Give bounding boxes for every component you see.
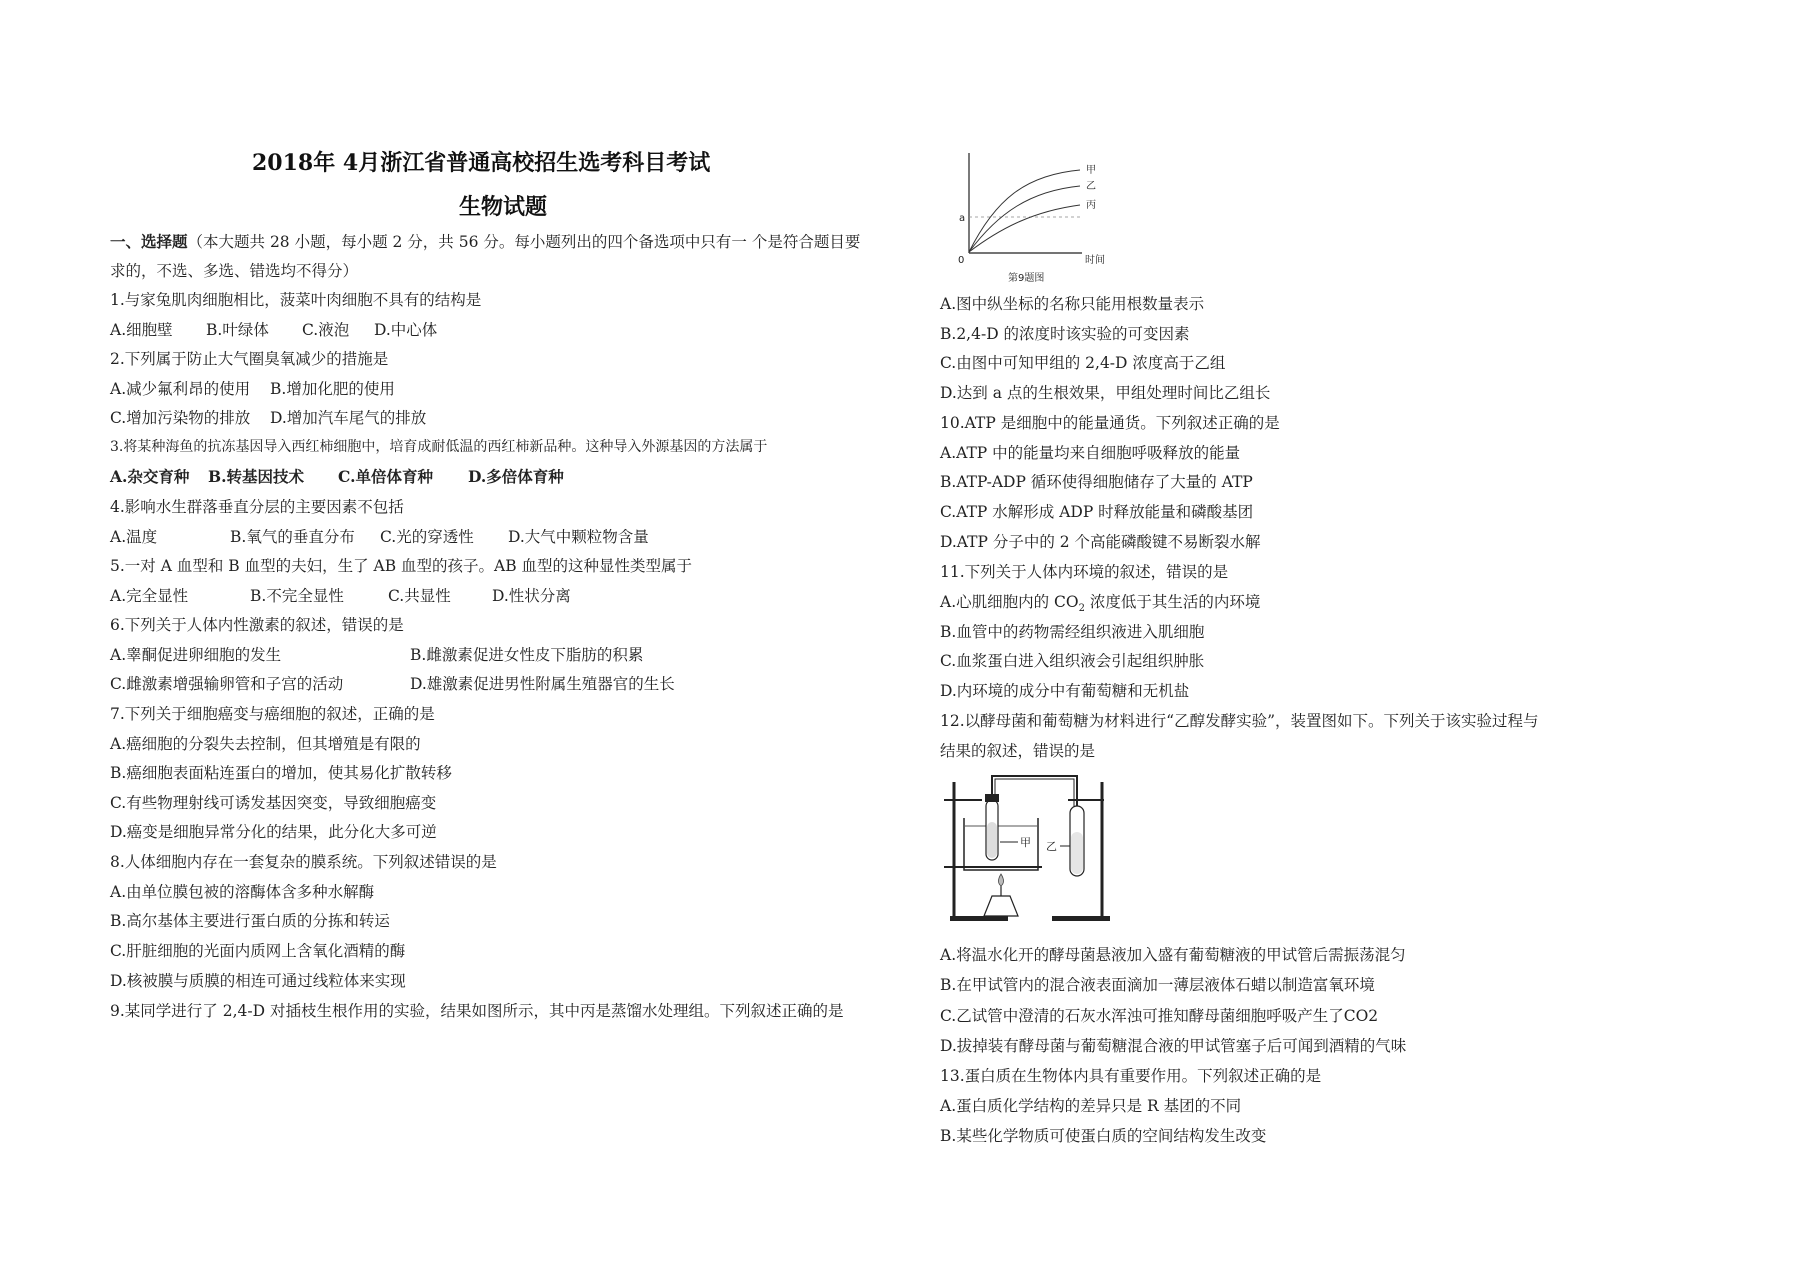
question-3-stem: 3.将某种海鱼的抗冻基因导入西红柿细胞中，培育成耐低温的西红柿新品种。这种导入外源基因的方法属于 xyxy=(110,439,768,455)
question-9-option-a: A.图中纵坐标的名称只能用根数量表示 xyxy=(940,295,1205,313)
option-a: A.细胞壁 xyxy=(110,321,173,339)
question-11-option-d: D.内环境的成分中有葡萄糖和无机盐 xyxy=(940,682,1190,700)
option-c: C.液泡 xyxy=(302,321,350,339)
question-5-options xyxy=(110,586,571,606)
option-c: C.共显性 xyxy=(388,587,451,605)
option-c: C.雌激素增强输卵管和子宫的活动 xyxy=(110,675,344,693)
right-column xyxy=(920,0,1819,1286)
tube-jia-liquid xyxy=(987,822,997,858)
question-8-option-a: A.由单位膜包被的溶酶体含多种水解酶 xyxy=(110,883,375,901)
option-d: D.大气中颗粒物含量 xyxy=(508,528,649,546)
question-12-stem-continued: 结果的叙述，错误的是 xyxy=(940,742,1096,760)
label-yi: 乙 xyxy=(1046,840,1057,853)
question-7-option-c: C.有些物理射线可诱发基因突变，导致细胞癌变 xyxy=(110,794,437,812)
question-11-stem: 11.下列关于人体内环境的叙述，错误的是 xyxy=(940,563,1229,581)
option-b: B.雌激素促进女性皮下脂肪的积累 xyxy=(410,646,644,664)
question-10-option-c: C.ATP 水解形成 ADP 时释放能量和磷酸基团 xyxy=(940,503,1254,521)
origin-label: 0 xyxy=(958,255,965,266)
option-c: C.增加污染物的排放 xyxy=(110,409,251,427)
option-b: B.转基因技术 xyxy=(208,467,304,486)
question-10-option-a: A.ATP 中的能量均来自细胞呼吸释放的能量 xyxy=(940,444,1241,462)
question-7-option-d: D.癌变是细胞异常分化的结果，此分化大多可逆 xyxy=(110,823,437,841)
question-1-options xyxy=(110,320,437,340)
option-d: D.多倍体育种 xyxy=(468,467,564,486)
option-a: A.完全显性 xyxy=(110,587,189,605)
question-8-option-d: D.核被膜与质膜的相连可通过线粒体来实现 xyxy=(110,972,406,990)
question-5-stem: 5.一对 A 血型和 B 血型的夫妇，生了 AB 血型的孩子。AB 血型的这种显性类型属于 xyxy=(110,557,693,575)
option-a: A.减少氟利昂的使用 xyxy=(110,380,251,398)
question-7-option-a: A.癌细胞的分裂失去控制，但其增殖是有限的 xyxy=(110,735,421,753)
option-d: D.雄激素促进男性附属生殖器官的生长 xyxy=(410,675,675,693)
question-12-option-d: D.拔掉装有酵母菌与葡萄糖混合液的甲试管塞子后可闻到酒精的气味 xyxy=(940,1037,1407,1055)
option-d: D.性状分离 xyxy=(492,587,571,605)
section-label: 一、选择题 xyxy=(110,232,188,251)
option-a-subscript: 2 xyxy=(1078,603,1085,615)
question-9-option-c: C.由图中可知甲组的 2,4-D 浓度高于乙组 xyxy=(940,354,1226,372)
question-6-options-row1 xyxy=(110,645,643,665)
option-b: B.增加化肥的使用 xyxy=(270,380,395,398)
option-b: B.叶绿体 xyxy=(206,321,269,339)
question-6-options-row2 xyxy=(110,674,675,694)
question-3-options xyxy=(110,467,564,487)
question-12-option-b: B.在甲试管内的混合液表面滴加一薄层液体石蜡以制造富氧环境 xyxy=(940,976,1375,994)
question-4-options xyxy=(110,527,649,547)
section-note: （本大题共 28 小题，每小题 2 分，共 56 分。每小题列出的四个备选项中只有一 个是符合题目要 xyxy=(187,233,861,251)
option-b: B.不完全显性 xyxy=(250,587,344,605)
question-4-stem: 4.影响水生群落垂直分层的主要因素不包括 xyxy=(110,498,404,516)
question-11-option-b: B.血管中的药物需经组织液进入肌细胞 xyxy=(940,623,1205,641)
tube-yi-liquid xyxy=(1071,832,1083,874)
question-8-option-c: C.肝脏细胞的光面内质网上含氧化酒精的酶 xyxy=(110,942,406,960)
y-mark-label: a xyxy=(959,213,966,224)
question-7-option-b: B.癌细胞表面粘连蛋白的增加，使其易化扩散转移 xyxy=(110,764,452,782)
question-8-option-b: B.高尔基体主要进行蛋白质的分拣和转运 xyxy=(110,912,390,930)
question-2-options-row2 xyxy=(110,408,426,428)
option-a-post: 浓度低于其生活的内环境 xyxy=(1085,593,1261,611)
question-12-option-c: C.乙试管中澄清的石灰水浑浊可推知酵母菌细胞呼吸产生了CO2 xyxy=(940,1007,1379,1025)
section-header xyxy=(110,232,860,252)
question-12-option-a: A.将温水化开的酵母菌悬液加入盛有葡萄糖液的甲试管后需振荡混匀 xyxy=(940,946,1406,964)
question-10-option-d: D.ATP 分子中的 2 个高能磷酸键不易断裂水解 xyxy=(940,533,1261,551)
option-d: D.中心体 xyxy=(374,321,438,339)
alcohol-burner xyxy=(984,896,1018,916)
question-10-option-b: B.ATP-ADP 循环使得细胞储存了大量的 ATP xyxy=(940,473,1253,491)
question-11-option-c: C.血浆蛋白进入组织液会引起组织肿胀 xyxy=(940,652,1205,670)
curve-bing xyxy=(969,205,1080,252)
option-c: C.单倍体育种 xyxy=(338,467,433,486)
question-9-figure xyxy=(940,145,1120,285)
connecting-tube xyxy=(992,776,1077,820)
question-13-option-b: B.某些化学物质可使蛋白质的空间结构发生改变 xyxy=(940,1127,1267,1145)
curve-label-yi: 乙 xyxy=(1086,181,1096,192)
exam-subtitle: 生物试题 xyxy=(459,194,548,220)
fermentation-apparatus-figure xyxy=(942,770,1132,925)
tube-jia-stopper xyxy=(985,794,999,802)
option-c: C.光的穿透性 xyxy=(380,528,474,546)
connecting-tube-inner xyxy=(995,779,1074,820)
label-jia: 甲 xyxy=(1020,836,1031,849)
question-1-stem: 1.与家兔肌肉细胞相比，菠菜叶肉细胞不具有的结构是 xyxy=(110,291,482,309)
question-9-option-d: D.达到 a 点的生根效果，甲组处理时间比乙组长 xyxy=(940,384,1271,402)
option-a: A.温度 xyxy=(110,528,158,546)
question-11-option-a xyxy=(940,592,1260,619)
exam-title: 2018年 4月浙江省普通高校招生选考科目考试 xyxy=(252,150,711,176)
burner-flame xyxy=(999,874,1004,886)
question-7-stem: 7.下列关于细胞癌变与癌细胞的叙述，正确的是 xyxy=(110,705,435,723)
curve-label-jia: 甲 xyxy=(1086,165,1096,176)
option-d: D.增加汽车尾气的排放 xyxy=(270,409,427,427)
question-9-option-b: B.2,4-D 的浓度时该实验的可变因素 xyxy=(940,325,1190,343)
option-a: A.杂交育种 xyxy=(110,467,190,486)
question-12-stem: 12.以酵母菌和葡萄糖为材料进行“乙醇发酵实验”，装置图如下。下列关于该实验过程与 xyxy=(940,712,1539,730)
x-axis-label: 时间 xyxy=(1085,255,1105,266)
question-2-options-row1 xyxy=(110,379,395,399)
curve-label-bing: 丙 xyxy=(1086,200,1096,211)
question-13-option-a: A.蛋白质化学结构的差异只是 R 基团的不同 xyxy=(940,1097,1242,1115)
question-13-stem: 13.蛋白质在生物体内具有重要作用。下列叙述正确的是 xyxy=(940,1067,1322,1085)
option-a-pre: A.心肌细胞内的 CO xyxy=(940,593,1079,611)
option-a: A.睾酮促进卵细胞的发生 xyxy=(110,646,282,664)
figure-caption: 第9题图 xyxy=(1008,273,1045,284)
question-8-stem: 8.人体细胞内存在一套复杂的膜系统。下列叙述错误的是 xyxy=(110,853,497,871)
right-stand-base xyxy=(1052,916,1110,921)
question-6-stem: 6.下列关于人体内性激素的叙述，错误的是 xyxy=(110,616,404,634)
section-note-continued: 求的，不选、多选、错选均不得分） xyxy=(110,262,359,280)
left-stand-base xyxy=(950,916,1008,921)
option-b: B.氧气的垂直分布 xyxy=(230,528,355,546)
question-10-stem: 10.ATP 是细胞中的能量通货。下列叙述正确的是 xyxy=(940,414,1280,432)
question-2-stem: 2.下列属于防止大气圈臭氧减少的措施是 xyxy=(110,350,389,368)
question-9-stem: 9.某同学进行了 2,4-D 对插枝生根作用的实验，结果如图所示，其中丙是蒸馏水处理组。下列叙述正确的是 xyxy=(110,1002,844,1020)
